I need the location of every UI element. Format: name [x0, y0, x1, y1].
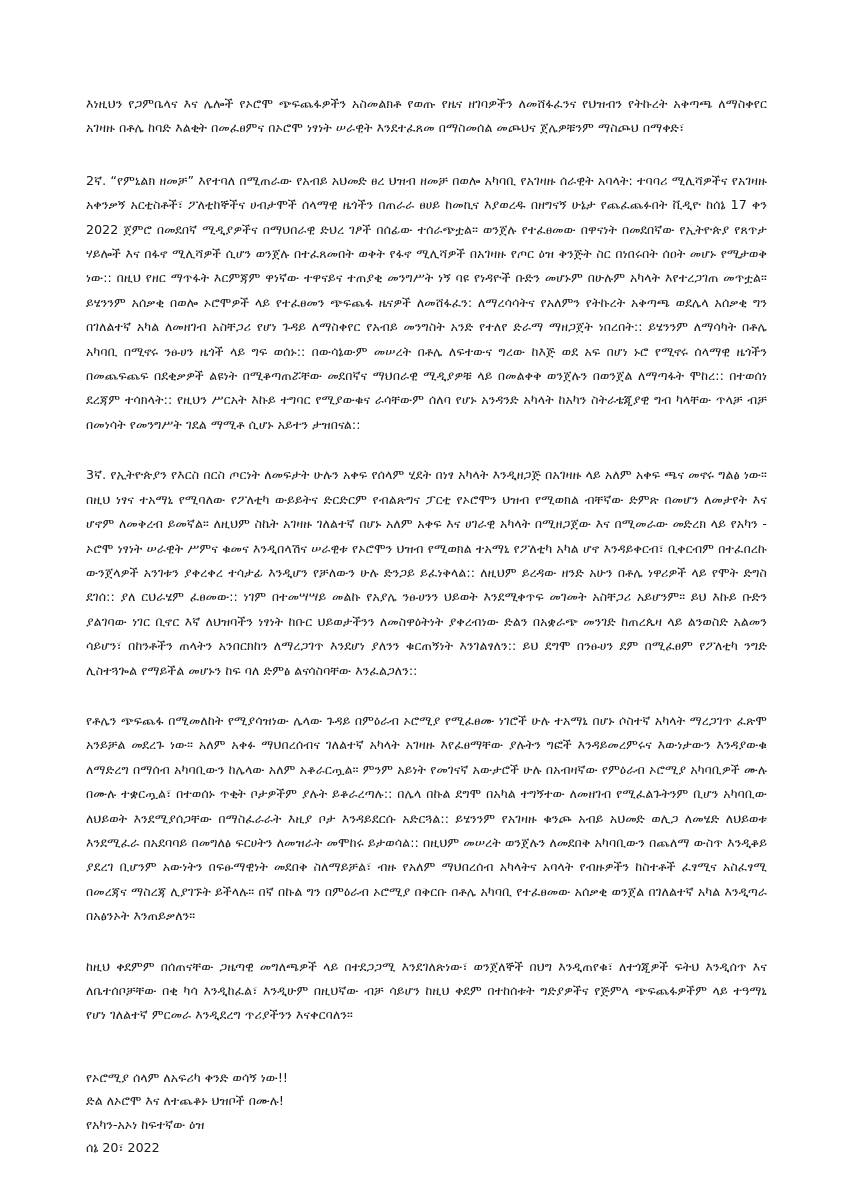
paragraph-tole-massacre: የቶሌን ጭፍጨፋ በሚመለከት የሚያሳዝነው ሌላው ጉዳይ በምዕራብ ኦሮሚያ የሚፈፀሙ ነገሮች ሁሉ ተአማኒ በሆኑ ሶስተኛ አካላት ማረጋገጥ ፈጽሞ አንይቻል መደረጉ ነው። አለም አቀፉ ማህበረሰብና ገለልተኛ አካላት አገዛዙ እየፈፀማቸው ያሉትን ግፎች እንዳይመረምሩና እውነታውን እንዳያውቁ ለማድረግ በማሰብ አካባቢውን ከሌላው አለም አቆራርጧል። ምንም አይነት የመገናኛ አውታሮች ሁሉ በአብዛኛው የምዕራብ ኦሮሚያ አካባቢዎች ሙሉ በሙሉ ተቋርጧል፣ በተወሰኑ ጥቂት ቦታዎችም ያሉት ይቆራረጣሉ:: በሌላ በኩል ደግሞ በአካል ተግኝተው ለመዘገብ የሚፈልጉትንም ቢሆን አካባቢው ለህይወት እንደሚያሰጋቸው በማስፈራራት እዚያ ቦታ እንዳይደርሱ አድርጓል:: ይሄንንም የአገዛዙ ቁንጮ አብይ አህመድ ወሊጋ ለመሄድ ለህይወቱ እንደሚፈራ በአደባባይ በመግለፅ ፍርሀትን ለመዝራት መሞከሩ ይታወሳል:: በዚህም መሠረት ወንጀሉን ለመደበቅ አካባቢውን በጨለማ ውስጥ እንዲቆይ ያደረገ ቢሆንም አውነትን በፍፁማዊነት መደበቅ ስለማይቻል፣ ብዙ የአለም ማህበረሰብ አካላትና አባላት የብዙዎችን ከስተቶች ፈፃሚና አስፈፃሚ በመረጃና ማስረጃ ሊያገኙት ይችላሉ። በኛ በኩል ግን በምዕራብ ኦሮሚያ በቅርቡ በቶሌ አካባቢ የተፈፀመው አሰቃቂ ወንጀል በገለልተኛ አካል እንዲጣራ በአፅንኦት እንጠይቃለን። [86, 712, 767, 924]
paragraph-point-2: 2ኛ. “የምኒልክ ዘመቻ” እየተባለ በሚጠራው የአብይ አህመድ ፀረ ህዝብ ዘመቻ በወሎ አካባቢ የአገዛዙ ሰራዊት አባላት: ተባባሪ ሚሊሻዎችና የአገዛዙ አቀንቃኝ አርቲስቶች፣ ፖለቲከኞችና ሀብታሞች ሰላማዊ ዜጎችን በጠራራ ፀሀይ ከመኪና እያወረዱ በዘግናኝ ሁኔታ የጨፈጨፉበት ቪዲዮ ከሰኔ 17 ቀን 2022 ጀምሮ በመደበኛ ሚዲያዎችና በማህበራዊ ድህረ ገፆች በሰፊው ተሰራጭቷል። ወንጀሉ የተፈፀመው በዋናነት በመደበኛው የኢትዮጵያ የጸጥታ ሃይሎች እና በፋኖ ሚሊሻዎች ሲሆን ወንጀሉ በተፈጸመበት ወቅት የፋኖ ሚሊሻዎች በአገዛዙ የጦር ዕዝ ቅንጅት ስር በነበሩበት ሰዐት መሆኑ የሚታወቅ ነው:: በዚህ የዘር ማጥፋት እርምጃም ዋነኛው ተዋናይና ተጠያቂ መንግሥት ነኝ ባዩ የነዳዮች ቡድን መሆኑም በሁሉም አካላት እየተረጋገጠ መጥቷል። ይሄንንም አሰቃቂ በወሎ ኦሮሞዎች ላይ የተፈፀመን ጭፍጨፋ ዜናዎች ለመሸፋፈን: ለማረሳሳትና የአለምን የትኩረት አቅጣጫ ወደሌላ አሰቃቂ ግን በገለልተኛ አካል ለመዘገብ አስቸጋሪ የሆነ ጉዳይ ለማስቀየር የአብይ መንግስት አንድ የተለየ ድራማ ማዘጋጀት ነበረበት:: ይሄንንም ለማሳካት በቶሌ አካባቢ በሚኖሩ ንፁሀን ዜጎች ላይ ግፍ ወሰኑ:: በውሳኔውም መሠረት በቶሌ ለፍተውና ግረው ከእጅ ወደ አፍ በሆነ ኑሮ የሚኖሩ ሰላማዊ ዜጎችን በመጨፍጨፍ በደቂቃዎች ልዩነት በሚቆጣጠሯቸው መደበኛና ማህበራዊ ሚዲያዎቹ ላይ በመልቀቅ ወንጀሉን በወንጀል ለማጣፋት ሞከረ:: በተወሰነ ደረጃም ተሳክላት:: የዚህን ሥርአት እኩይ ተግባር የሚያውቁና ራሳቸውም ሰለባ የሆኑ አንዳንድ አካላት ከአካን ስትራቴጂያዊ ግብ ካላቸው ጥላቻ ብቻ በመነሳት የመንግሥት ገደል ማሚቶ ሲሆኑ አይተን ታዝበናል:: [86, 172, 767, 432]
paragraph-call-to-action: ከዚህ ቀደምም በሰጠናቸው ጋዜጣዊ መግለጫዎች ላይ በተደጋጋሚ እንደገለጽነው፣ ወንጀለኞች በህግ እንዲጠየቁ፣ ለተጎጂዎች ፍትህ እንዲሰጥ እና ለቤተሰቦቻቸው በቂ ካሳ እንዲከፈል፣ እንዲሁም በዚህኛው ብቻ ሳይሆን ከዚህ ቀደም በተከሰቱት ግድያዎችና የጅምላ ጭፍጨፋዎችም ላይ ተዓማኒ የሆነ ገለልተኛ ምርመራ እንዲደረግ ጥሪያችንን እናቀርባለን። [86, 958, 767, 1023]
paragraph-point-3: 3ኛ. የኢትዮጵያን የእርስ በርስ ጦርነት ለመፍታት ሁሉን አቀፍ የሰላም ሂደት በነፃ አካላት እንዲዘጋጅ በአገዛዙ ላይ አለም አቀፍ ጫና መኖሩ ግልፅ ነው። በዚህ ነፃና ተአማኒ የሚባለው የፖለቲካ ውይይትና ድርድርም የብልጽግና ፓርቲ የኦሮሞን ህዝብ የሚወክል ብቸኛው ድምጽ በመሆን ለመታየት እና ሆኖም ለመቅረብ ይመኛል። ለዚህም ስኬት አገዛዙ ገለልተኛ በሆኑ አለም አቀፍ እና ሀገራዊ አካላት በሚዘጋጀው እና በሚመራው መድረክ ላይ የአካን - ኦሮሞ ነፃነት ሠራዊት ሥምና ቁመና እንዲበላሽና ሠራዊቱ የኦሮሞን ህዝብ የሚወክል ተአማኒ የፖለቲካ አካል ሆኖ እንዳይቀርብ፣ ቢቀርብም በተፈበረኩ ውንጀላዎች አንገቱን ያቀረቀረ ተሳታፊ እንዲሆን የቻለውን ሁሉ ድንጋይ ይፈነቅላል:: ለዚህም ይረዳው ዘንድ አሁን በቶሌ ነዋሪዎች ላይ የሞት ድግስ ደገሰ:: ያለ ርህራሄም ፈፀመው:: ነገም በተመሣሣይ መልኩ የአያሌ ንፁሀንን ህይወት እንደሚቀጥፍ መገመት አስቸጋሪ አይሆንም። ይህ እኩይ ቡድን ያልገባው ነገር ቢኖር እኛ ለህዝባችን ነፃነት ከቡር ህይወታችንን ለመስዋዕትነት ያቀረብነው ድልን በአቋራጭ መንገድ ከጠረጴዛ ላይ ልንወስድ አልመን ሳይሆን፣ በከንቶችን ጠላትን አንበርክከን ለማረጋገጥ እንደሆነ ያለንን ቁርጠኝነት እንገልፃለን:: ይህ ደግሞ በንፁሀን ደም በሚፈፀም የፖለቲካ ንግድ ሊስተጓጐል የማይችል መሆኑን ከፍ ባለ ድምፅ ልናሳስባቸው እንፈልጋለን:: [86, 467, 767, 678]
signoff-date: ሰኔ 20፣ 2022 [86, 1140, 160, 1156]
signoff-slogan-2: ድል ለኦሮሞ እና ለተጨቆኑ ህዝቦች በሙሉ! [86, 1093, 284, 1109]
paragraph-intro: እነዚህን የጋምቤላና እና ሌሎች የኦሮሞ ጭፍጨፋዎችን አስመልክቶ የወጡ የዜና ዘገባዎችን ለመሸፋፈንና የህዝብን የትኩረት አቅጣጫ ለማስቀየር አገዛዙ በቶሌ ከባድ እልቂት በመፈፀምና በኦሮሞ ነፃነት ሠራዊት እንደተፈጸመ በማስመሰል መጮህና ጀሌዎቹንም ማስጮህ በማቀድ፣ [86, 96, 767, 136]
signoff-block [86, 1066, 767, 1160]
signoff-slogan-1: የኦሮሚያ ሰላም ለአፍሪካ ቀንድ ወሳኝ ነው!! [86, 1069, 288, 1085]
signoff-issuer: የአካን-አኦነ ከፍተኛው ዕዝ [86, 1116, 205, 1132]
